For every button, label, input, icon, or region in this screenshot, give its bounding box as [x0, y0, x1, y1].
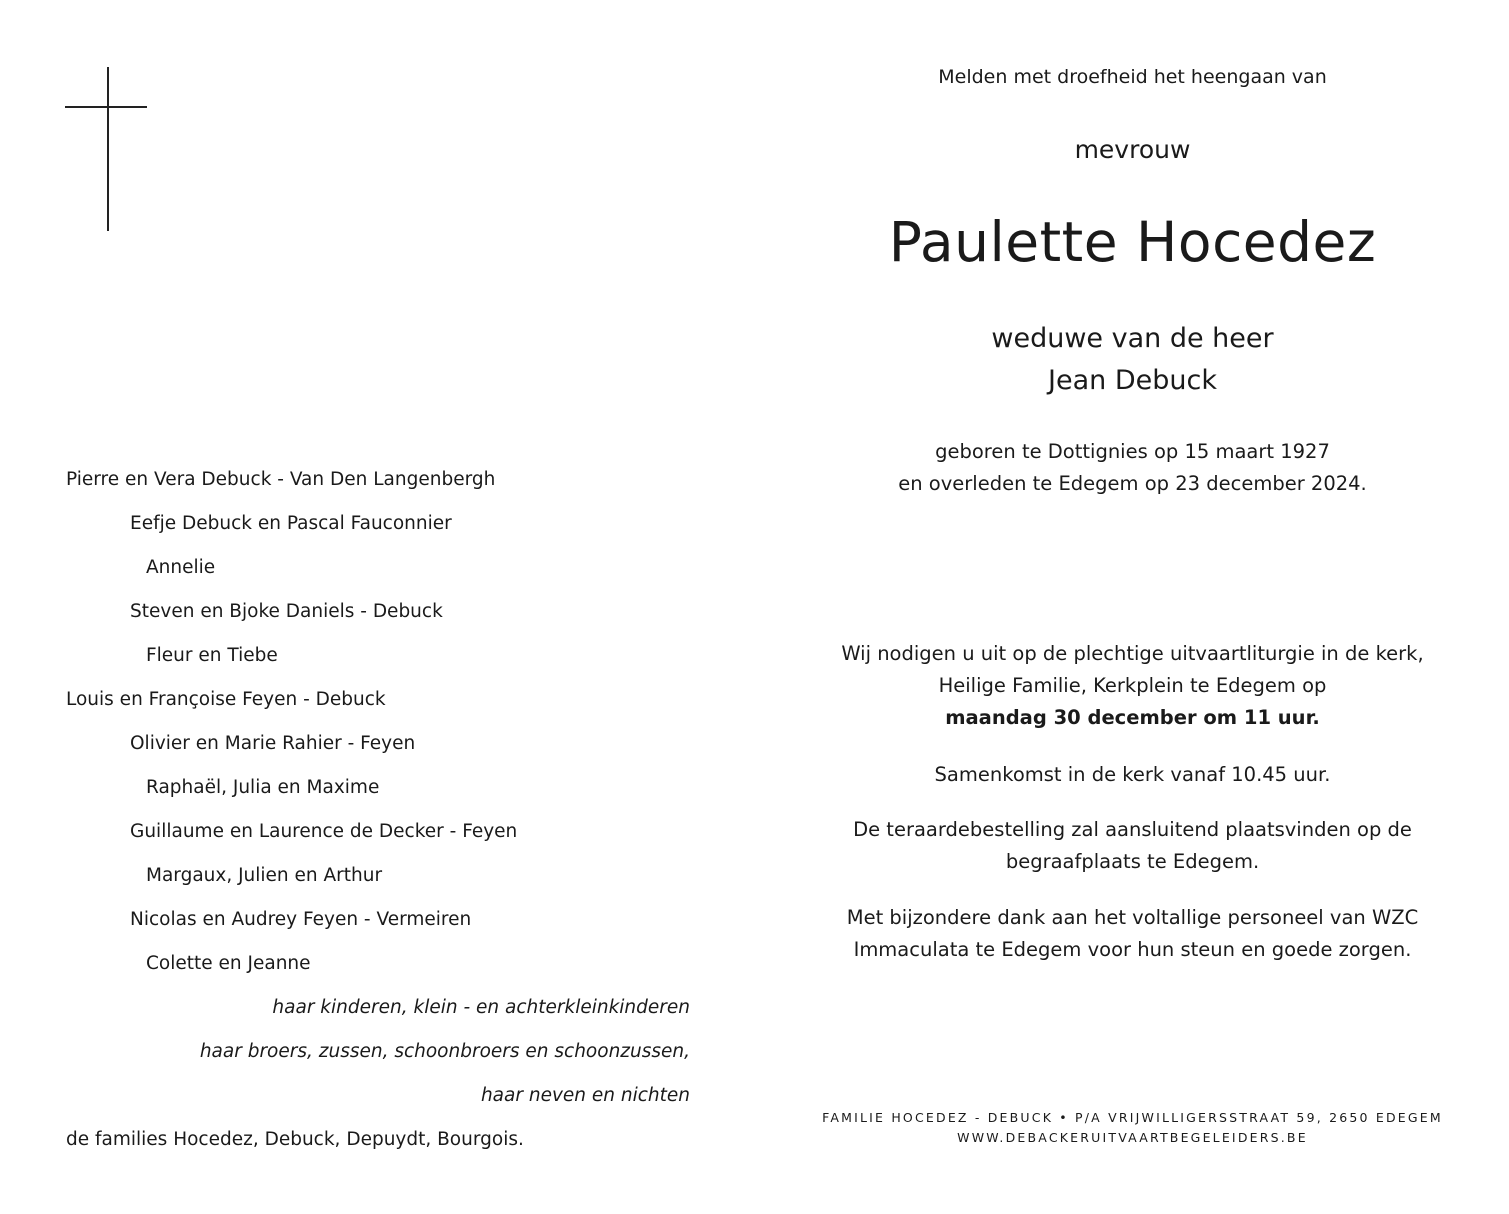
birth-death-dates	[820, 436, 1445, 500]
thanks-line: Met bijzondere dank aan het voltallige personeel van WZC	[846, 906, 1419, 929]
spouse-name: Jean Debuck	[1048, 365, 1217, 396]
death-line: en overleden te Edegem op 23 december 2024.	[898, 472, 1367, 495]
thanks-note	[820, 902, 1445, 966]
ceremony-invitation	[820, 638, 1445, 734]
family-line: Olivier en Marie Rahier - Feyen	[130, 733, 416, 754]
birth-line: geboren te Dottignies op 15 maart 1927	[935, 440, 1330, 463]
burial-line: De teraardebestelling zal aansluitend plaatsvinden op de	[853, 818, 1412, 841]
family-line: Nicolas en Audrey Feyen - Vermeiren	[130, 909, 472, 930]
footer	[820, 1108, 1445, 1148]
family-line: Fleur en Tiebe	[146, 645, 278, 666]
thanks-line: Immaculata te Edegem voor hun steun en goede zorgen.	[853, 938, 1412, 961]
honorific: mevrouw	[1074, 135, 1191, 164]
family-line: Guillaume en Laurence de Decker - Feyen	[130, 821, 518, 842]
family-line: de families Hocedez, Debuck, Depuydt, Bourgois.	[66, 1129, 524, 1150]
ceremony-date: maandag 30 december om 11 uur.	[945, 706, 1320, 729]
family-line: Raphaël, Julia en Maxime	[146, 777, 380, 798]
family-line: Steven en Bjoke Daniels - Debuck	[130, 601, 443, 622]
family-line: Eefje Debuck en Pascal Fauconnier	[130, 513, 452, 534]
widow-line: weduwe van de heer	[991, 323, 1274, 354]
burial-info	[820, 814, 1445, 878]
family-line: Margaux, Julien en Arthur	[146, 865, 383, 886]
footer-website: WWW.DEBACKERUITVAARTBEGELEIDERS.BE	[957, 1130, 1308, 1145]
invite-line: Wij nodigen u uit op de plechtige uitvaartliturgie in de kerk,	[841, 642, 1424, 665]
burial-line: begraafplaats te Edegem.	[1005, 850, 1260, 873]
cross-vertical-bar	[107, 67, 109, 231]
family-line: Louis en Françoise Feyen - Debuck	[66, 689, 386, 710]
gathering-time: Samenkomst in de kerk vanaf 10.45 uur.	[934, 763, 1331, 786]
family-line: Pierre en Vera Debuck - Van Den Langenbergh	[66, 469, 496, 490]
family-line-italic: haar broers, zussen, schoonbroers en schoonzussen,	[199, 1041, 690, 1062]
family-line: Annelie	[146, 557, 216, 578]
invite-line: Heilige Familie, Kerkplein te Edegem op	[938, 674, 1327, 697]
deceased-name: Paulette Hocedez	[888, 210, 1377, 274]
family-line-italic: haar neven en nichten	[480, 1085, 690, 1106]
family-line: Colette en Jeanne	[146, 953, 311, 974]
widow-of	[820, 318, 1445, 402]
cross-horizontal-bar	[65, 106, 147, 108]
family-line-italic: haar kinderen, klein - en achterkleinkinderen	[272, 997, 690, 1018]
intro-text: Melden met droefheid het heengaan van	[938, 66, 1327, 88]
footer-address: FAMILIE HOCEDEZ - DEBUCK • P/A VRIJWILLIGERSSTRAAT 59, 2650 EDEGEM	[822, 1110, 1443, 1125]
